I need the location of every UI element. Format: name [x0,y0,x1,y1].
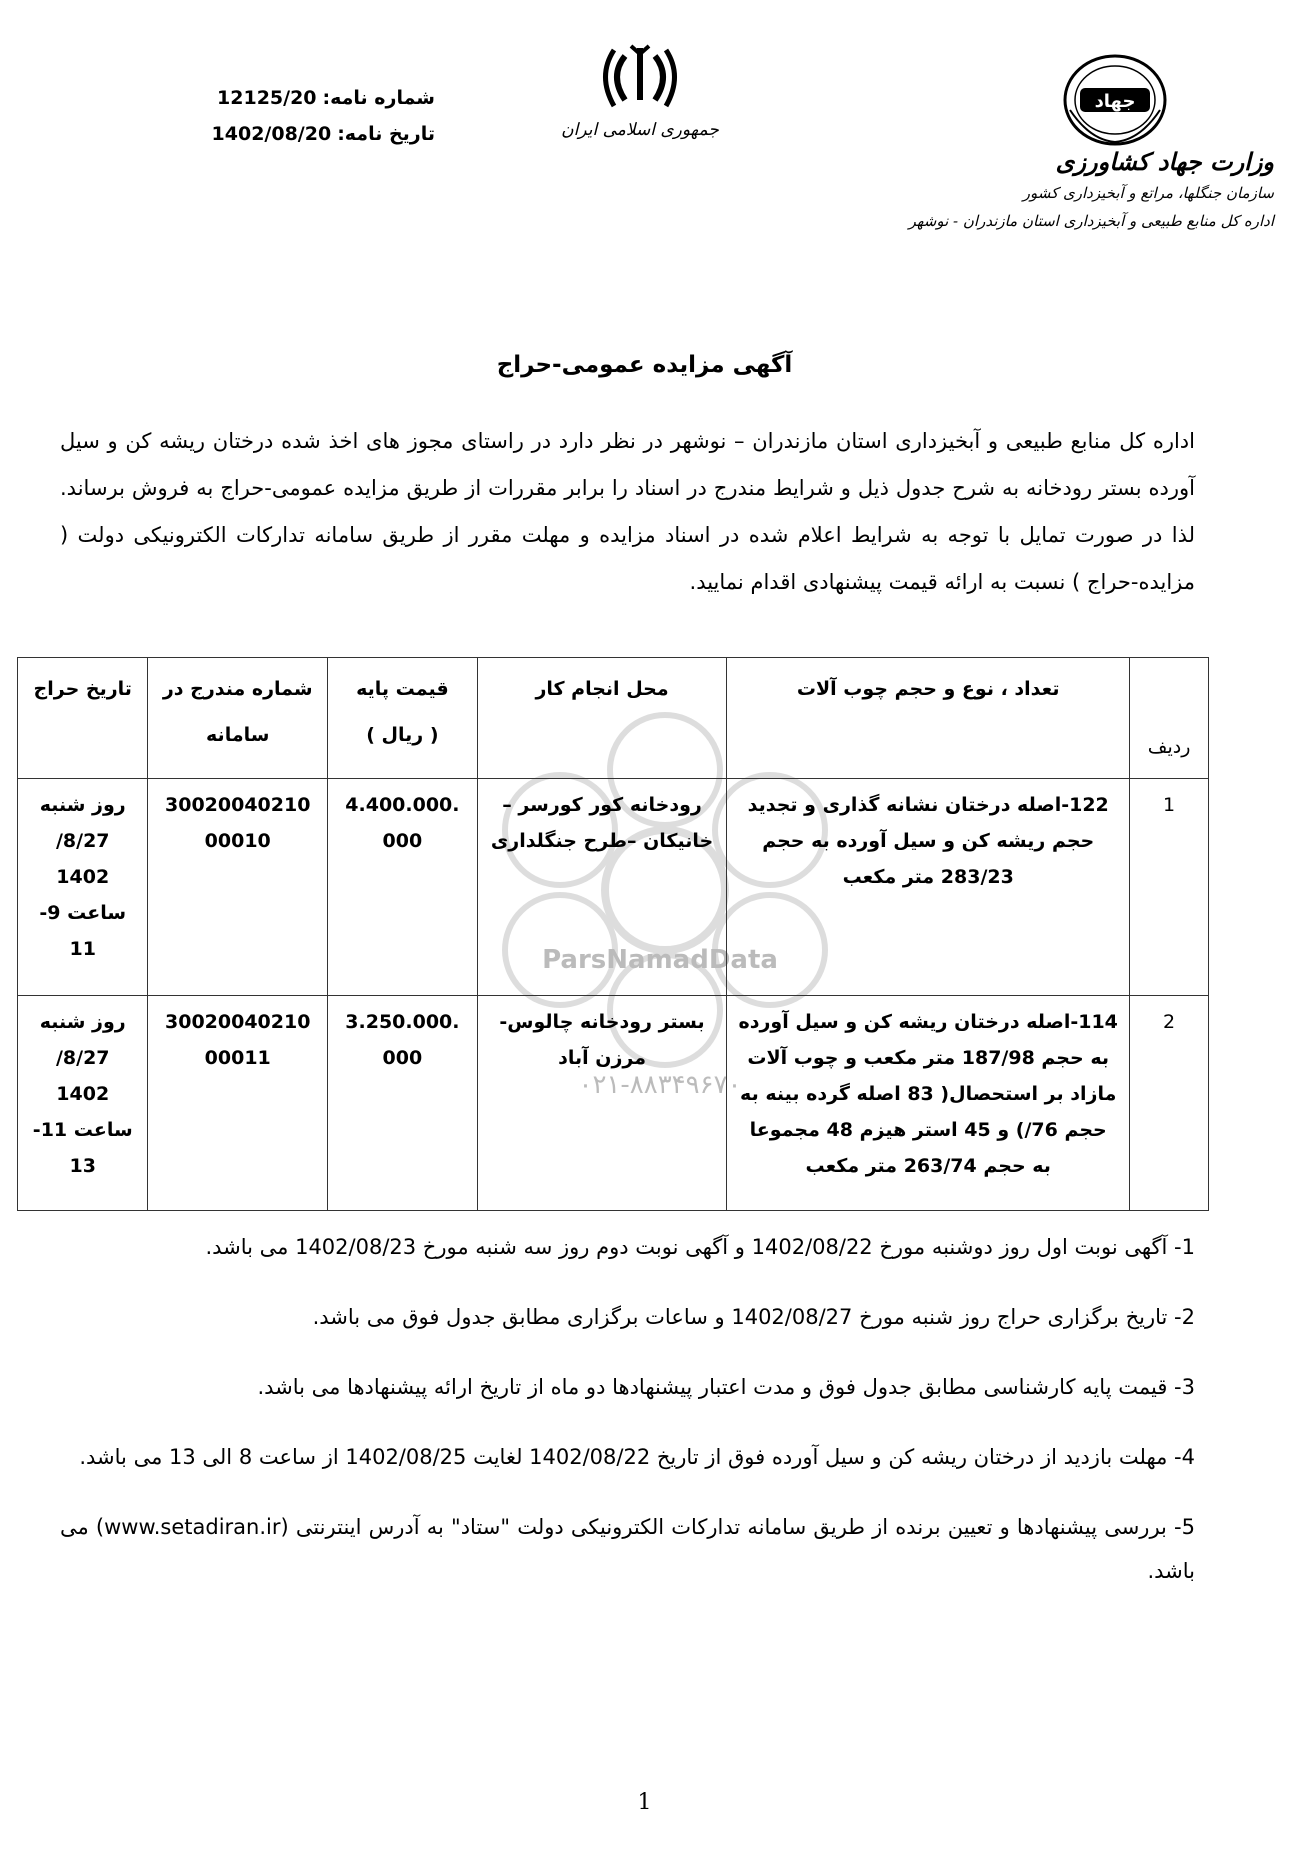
cell-code-line2: 00010 [204,830,271,852]
cell-description: 122-اصله درختان نشانه گذاری و تجدید حجم ریشه کن و سیل آورده به حجم 283/23 متر مکعب [727,779,1130,996]
notes-list [60,1225,1195,1619]
cell-date [18,779,148,996]
cell-code-line1: 30020040210 [165,794,311,816]
cell-date-line1: روز شنبه [39,794,126,816]
cell-date-line2: /8/27 [55,830,110,852]
cell-date-line4: ساعت 11- [32,1119,133,1141]
cell-code [148,996,327,1211]
cell-location: رودخانه کور کورسر – خانیکان –طرح جنگلداری [477,779,726,996]
cell-price-line2: 000 [382,1047,423,1069]
letter-date-row [115,116,435,152]
table-row [18,996,1209,1211]
cell-date-line4: ساعت 9- [39,902,127,924]
page-number: 1 [637,1790,652,1815]
cell-description: 114-اصله درختان ریشه کن و سیل آورده به حجم 187/98 متر مکعب و چوب آلات مازاد بر استحصال( 83 اصله گرده بینه به حجم 76/) و 45 استر هیزم 48 مجموعا به حجم 263/74 متر مکعب [727,996,1130,1211]
ministry-line1: وزارت جهاد کشاورزی [1055,147,1274,176]
cell-date-line3: 1402 [56,1083,110,1105]
header-price-line2: ( ریال ) [366,724,439,746]
letter-number-label: شماره نامه: [322,87,435,109]
jihad-logo-icon [1060,50,1170,150]
cell-price-line2: 000 [382,830,423,852]
cell-date [18,996,148,1211]
emblem-icon [595,42,685,112]
header-code: شماره مندرج در سامانه [148,658,327,779]
letter-date-label: تاریخ نامه: [337,123,435,145]
note-item: 3- قیمت پایه کارشناسی مطابق جدول فوق و مدت اعتبار پیشنهادها دو ماه از تاریخ ارائه پیشنهادها می باشد. [257,1375,1195,1399]
cell-date-line2: /8/27 [55,1047,110,1069]
header-description: تعداد ، نوع و حجم چوب آلات [727,658,1130,779]
header-location: محل انجام کار [477,658,726,779]
ministry-line2: سازمان جنگلها، مراتع و آبخیزداری کشور [1022,184,1274,202]
note-item: 5- بررسی پیشنهادها و تعیین برنده از طریق سامانه تدارکات الکترونیکی دولت "ستاد" به آدرس اینترنتی (www.setadiran.ir) می باشد. [60,1515,1196,1583]
cell-code [148,779,327,996]
header-price-line1: قیمت پایه [356,678,449,700]
header-date: تاریخ حراج [18,658,148,779]
note-item: 1- آگهی نوبت اول روز دوشنبه مورخ 1402/08/22 و آگهی نوبت دوم روز سه شنبه مورخ 1402/08/23 می باشد. [205,1235,1195,1259]
watermark-phone: ۰۲۱-۸۸۳۴۹۶۷۰ [578,1070,742,1100]
cell-code-line2: 00011 [204,1047,271,1069]
jihad-logo-text: جهاد [1094,91,1136,112]
watermark-brand: ParsNamadData [542,945,778,975]
header-price [327,658,477,779]
cell-row-number: 2 [1130,996,1209,1211]
letter-number-row [115,80,435,116]
emblem-caption: جمهوری اسلامی ایران [561,120,719,140]
ministry-header [674,145,1274,235]
note-item: 2- تاریخ برگزاری حراج روز شنبه مورخ 1402/08/27 و ساعات برگزاری مطابق جدول فوق می باشد. [312,1305,1195,1329]
note-item: 4- مهلت بازدید از درختان ریشه کن و سیل آورده فوق از تاریخ 1402/08/22 لغایت 1402/08/25 از ساعت 8 الی 13 می باشد. [79,1445,1195,1469]
cell-price-line1: 4.400.000. [345,794,460,816]
table-header-row [18,658,1209,779]
cell-price [327,996,477,1211]
cell-price [327,779,477,996]
letter-meta [115,80,435,152]
cell-date-line5: 11 [69,938,96,960]
iran-emblem [560,42,720,140]
jihad-logo [1040,50,1190,154]
cell-price-line1: 3.250.000. [345,1011,460,1033]
cell-date-line5: 13 [69,1155,96,1177]
cell-date-line3: 1402 [56,866,110,888]
table-row [18,779,1209,996]
letter-number: 12125/20 [217,87,317,109]
document-title: آگهی مزایده عمومی-حراج [496,352,793,378]
letter-date: 1402/08/20 [211,123,332,145]
header-row-number: ردیف [1130,658,1209,779]
auction-table [17,657,1209,1211]
ministry-line3: اداره کل منابع طبیعی و آبخیزداری استان مازندران - نوشهر [908,212,1274,230]
cell-location: بستر رودخانه چالوس- مرزن آباد [477,996,726,1211]
cell-row-number: 1 [1130,779,1209,996]
cell-code-line1: 30020040210 [165,1011,311,1033]
intro-paragraph: اداره کل منابع طبیعی و آبخیزداری استان مازندران – نوشهر در نظر دارد در راستای مجوز های اخذ شده درختان ریشه کن و سیل آورده بستر رودخانه به شرح جدول ذیل و شرایط مندرج در اسناد را برابر مقررات از طریق مزایده عمومی-حراج به فروش برساند. لذا در صورت تمایل با توجه به شرایط اعلام شده در اسناد مزایده و مهلت مقرر از طریق سامانه تدارکات الکترونیکی دولت ( مزایده-حراج ) نسبت به ارائه قیمت پیشنهادی اقدام نمایید. [60,429,1195,594]
cell-date-line1: روز شنبه [39,1011,126,1033]
